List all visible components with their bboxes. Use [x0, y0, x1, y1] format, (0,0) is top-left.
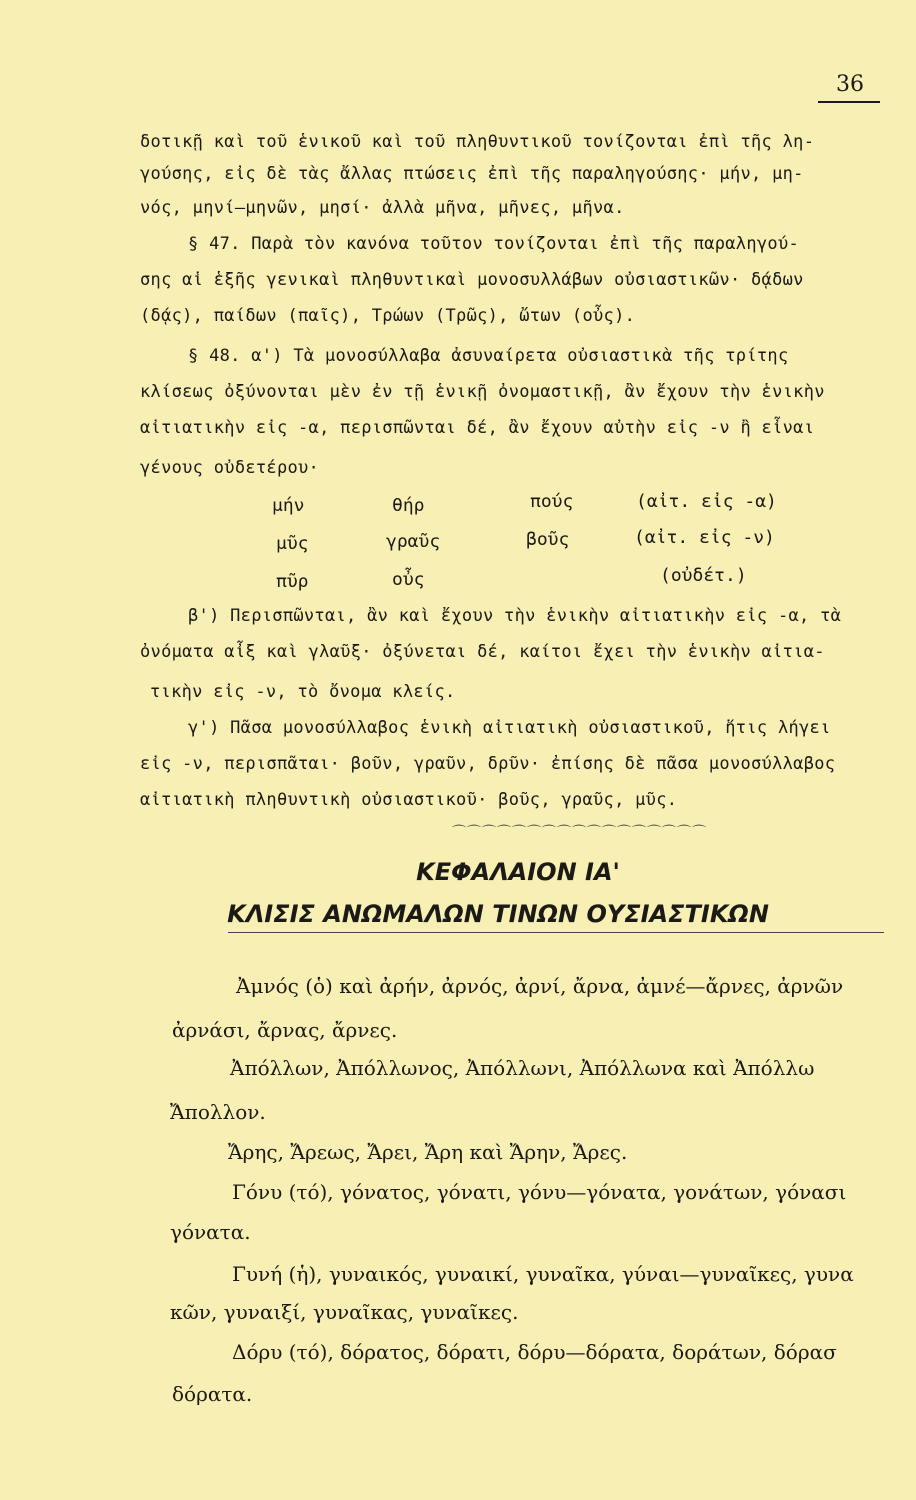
- text-line: γούσης, εἰς δὲ τὰς ἄλλας πτώσεις ἐπὶ τῆς παραληγούσης· μήν, μη-: [140, 164, 804, 184]
- table-cell: πούς: [530, 491, 574, 512]
- chapter-heading: ΚΕΦΑΛΑΙΟΝ ΙΑ': [416, 858, 620, 886]
- text-line: εἰς -ν, περισπᾶται· βοῦν, γραῦν, δρῦν· ἐπίσης δὲ πᾶσα μονοσύλλαβος: [140, 754, 836, 774]
- text-line: β') Περισπῶνται, ἂν καὶ ἔχουν τὴν ἑνικὴν αἰτιατικὴν εἰς -α, τὰ: [188, 606, 842, 626]
- table-cell: μήν: [272, 495, 305, 516]
- text-line: δόρατα.: [172, 1382, 253, 1406]
- section-47: § 47. Παρὰ τὸν κανόνα τοῦτον τονίζονται ἐπὶ τῆς παραληγού-: [188, 234, 800, 254]
- text-line: (δᾴς), παίδων (παῖς), Τρώων (Τρῶς), ὤτων (οὖς).: [140, 306, 636, 326]
- text-line: Γόνυ (τό), γόνατος, γόνατι, γόνυ—γόνατα, γονάτων, γόνασι: [232, 1180, 847, 1204]
- table-cell: (οὐδέτ.): [660, 565, 747, 586]
- table-cell: οὖς: [392, 569, 425, 590]
- text-line: Ἄπολλον.: [170, 1100, 266, 1124]
- text-line: Γυνή (ἡ), γυναικός, γυναικί, γυναῖκα, γύναι—γυναῖκες, γυνα: [232, 1262, 854, 1286]
- page-number: 36: [836, 72, 864, 97]
- text-line: τικὴν εἰς -ν, τὸ ὄνομα κλείς.: [150, 682, 456, 702]
- text-line: νός, μηνί—μηνῶν, μησί· ἀλλὰ μῆνα, μῆνες, μῆνα.: [140, 198, 625, 218]
- text-line: κῶν, γυναιξί, γυναῖκας, γυναῖκες.: [170, 1300, 519, 1324]
- table-cell: (αἰτ. εἰς -ν): [634, 527, 775, 548]
- text-line: ἀρνάσι, ἄρνας, ἄρνες.: [172, 1018, 398, 1042]
- table-cell: (αἰτ. εἰς -α): [636, 491, 777, 512]
- section-48: § 48. α') Τὰ μονοσύλλαβα ἀσυναίρετα οὐσιαστικὰ τῆς τρίτης: [188, 346, 789, 366]
- chapter-title: ΚΛΙΣΙΣ ΑΝΩΜΑΛΩΝ ΤΙΝΩΝ ΟΥΣΙΑΣΤΙΚΩΝ: [227, 900, 769, 928]
- text-line: Δόρυ (τό), δόρατος, δόρατι, δόρυ—δόρατα, δοράτων, δόρασ: [232, 1340, 837, 1364]
- text-line: δοτικῇ καὶ τοῦ ἑνικοῦ καὶ τοῦ πληθυντικοῦ τονίζονται ἐπὶ τῆς λη-: [140, 132, 815, 152]
- page-number-rule: [818, 101, 880, 103]
- text-line: αἰτιατικὴν εἰς -α, περισπῶνται δέ, ἂν ἔχουν αὐτὴν εἰς -ν ἢ εἶναι: [140, 418, 815, 438]
- text-line: ὀνόματα αἶξ καὶ γλαῦξ· ὀξύνεται δέ, καίτοι ἔχει τὴν ἑνικὴν αἰτια-: [140, 642, 825, 662]
- table-cell: πῦρ: [276, 571, 309, 592]
- table-cell: μῦς: [276, 533, 309, 554]
- text-line: γόνατα.: [170, 1220, 251, 1244]
- text-line: γ') Πᾶσα μονοσύλλαβος ἑνικὴ αἰτιατικὴ οὐσιαστικοῦ, ἥτις λήγει: [188, 718, 831, 738]
- text-line: σης αἱ ἑξῆς γενικαὶ πληθυντικαὶ μονοσυλλάβων οὐσιαστικῶν· δᾴδων: [140, 270, 804, 290]
- text-line: γένους οὐδετέρου·: [140, 458, 320, 478]
- table-cell: γραῦς: [386, 531, 441, 552]
- text-line: κλίσεως ὀξύνονται μὲν ἐν τῇ ἑνικῇ ὀνομαστικῇ, ἂν ἔχουν τὴν ἑνικὴν: [140, 382, 825, 402]
- text-line: Ἀμνός (ὁ) καὶ ἀρήν, ἀρνός, ἀρνί, ἄρνα, ἀμνέ—ἄρνες, ἀρνῶν: [236, 974, 844, 998]
- text-line: Ἀπόλλων, Ἀπόλλωνος, Ἀπόλλωνι, Ἀπόλλωνα καὶ Ἀπόλλω: [230, 1056, 815, 1080]
- title-rule: [228, 932, 884, 933]
- ornament-divider: ⌒⌒⌒⌒⌒⌒⌒⌒⌒⌒⌒⌒⌒⌒⌒⌒⌒: [452, 825, 707, 841]
- text-line: Ἄρης, Ἄρεως, Ἄρει, Ἄρη καὶ Ἄρην, Ἄρες.: [228, 1140, 628, 1164]
- table-cell: βοῦς: [526, 529, 570, 550]
- text-line: αἰτιατικὴ πληθυντικὴ οὐσιαστικοῦ· βοῦς, γραῦς, μῦς.: [140, 790, 678, 810]
- table-cell: θήρ: [392, 495, 425, 516]
